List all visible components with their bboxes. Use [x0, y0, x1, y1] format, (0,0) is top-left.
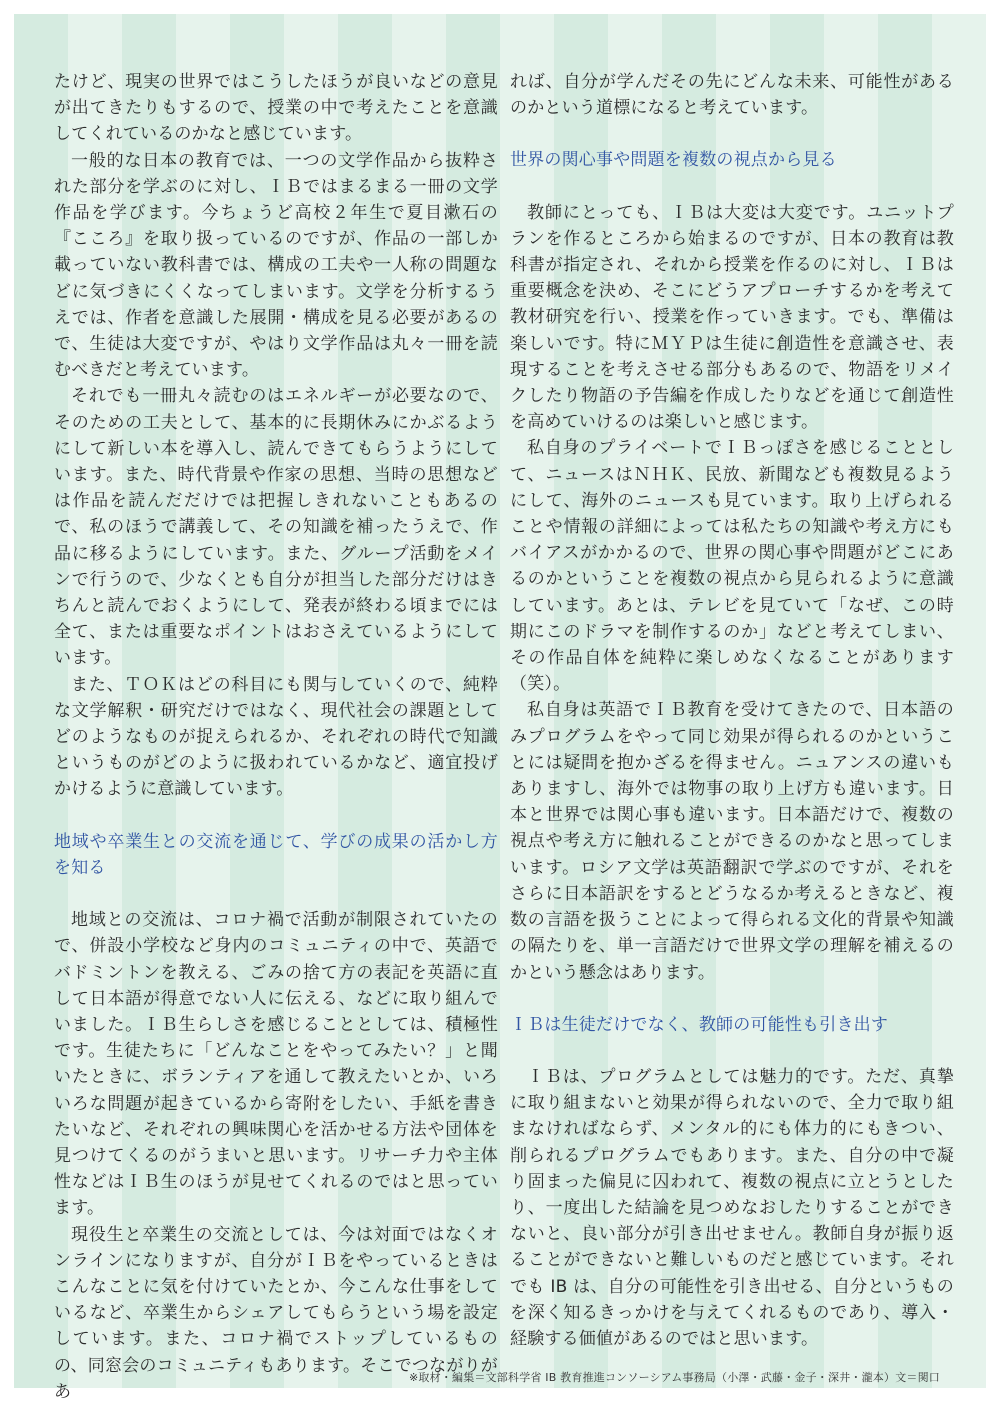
paragraph: 地域との交流は、コロナ禍で活動が制限されていたので、併設小学校など身内のコミュニティの中で、英語でバドミントンを教える、ごみの捨て方の表記を英語に直して日本語が得意でない人に伝える、などに取り組んでいました。ＩＢ生らしさを感じることとしては、積極性です。生徒たちに「どんなことをやってみたい？」と聞いたときに、ボランティアを通して教えたいとか、いろいろな問題が起きているから寄附をしたい、手紙を書きたいなど、それぞれの興味関心を活かせる方法や団体を見つけてくるのがうまいと思います。リサーチ力や主体性などはＩＢ生のほうが見せてくれるのではと思っています。: [54, 910, 498, 1219]
paragraph: 私自身のプライベートでＩＢっぽさを感じることとして、ニュースはＮＨＫ、民放、新聞なども複数見るようにして、海外のニュースも見ています。取り上げられることや情報の詳細によっては私たちの知識や考え方にもバイアスがかかるので、世界の関心事や問題がどこにあるのかということを複数の視点から見られるように意識しています。あとは、テレビを見ていて「なぜ、この時期にこのドラマを制作するのか」などと考えてしまい、その作品自体を純粋に楽しめなくなることがあります（笑）。: [510, 438, 954, 695]
paragraph: それでも一冊丸々読むのはエネルギーが必要なので、そのための工夫として、基本的に長期休みにかぶるようにして新しい本を導入し、読んできてもらうようにしています。また、時代背景や作家の思想、当時の思想などは作品を読んだだけでは把握しきれないこともあるので、私のほうで講義して、その知識を補ったうえで、作品に移るようにしています。また、グループ活動をメインで行うので、少なくとも自分が担当した部分だけはきちんと読んでおくようにして、発表が終わる頃までには全て、または重要なポイントはおさえているようにしています。: [54, 386, 498, 669]
paragraph: たけど、現実の世界ではこうしたほうが良いなどの意見が出てきたりもするので、授業の中で考えたことを意識してくれているのかなと感じています。: [54, 72, 498, 145]
left-column: [54, 69, 498, 1405]
paragraph: また、ＴＯＫはどの科目にも関与していくので、純粋な文学解釈・研究だけではなく、現代社会の課題としてどのようなものが捉えられるか、それぞれの時代で知識というものがどのように扱われているかなど、適宜投げかけるように意識しています。: [54, 674, 498, 800]
paragraph: 私自身は英語でＩＢ教育を受けてきたので、日本語のみプログラムをやって同じ効果が得られるのかということには疑問を抱かざるを得ません。ニュアンスの違いもありますし、海外では物事の取り上げ方も違います。日本と世界では関心事も違います。日本語だけで、複数の視点や考え方に触れることができるのかなと思ってしまいます。ロシア文学は英語翻訳で学ぶのですが、それをさらに日本語訳をするとどうなるか考えるときなど、複数の言語を扱うことによって得られる文化的背景や知識の隔たりを、単一言語だけで世界文学の理解を補えるのかという懸念はあります。: [510, 700, 954, 983]
section-heading: ＩＢは生徒だけでなく、教師の可能性も引き出す: [510, 1014, 889, 1035]
paragraph: 教師にとっても、ＩＢは大変は大変です。ユニットプランを作るところから始まるのですが、日本の教育は教科書が指定され、それから授業を作るのに対し、ＩＢは重要概念を決め、そこにどうアプローチするかを考えて教材研究を行い、授業を作っていきます。でも、準備は楽しいです。特にＭＹＰは生徒に創造性を意識させ、表現することを考えさせる部分もあるので、物語をリメイクしたり物語の予告編を作成したりなどを通じて創造性を高めていけるのは楽しいと感じます。: [510, 202, 954, 433]
paragraph: 一般的な日本の教育では、一つの文学作品から抜粋された部分を学ぶのに対し、ＩＢではまるまる一冊の文学作品を学びます。今ちょうど高校２年生で夏目漱石の『こころ』を取り扱っているのですが、作品の一部しか載っていない教科書では、構成の工夫や一人称の問題などに気づきにくくなってしまいます。文学を分析するうえでは、作者を意識した展開・構成を見る必要があるので、生徒は大変ですが、やはり文学作品は丸々一冊を読むべきだと考えています。: [54, 150, 498, 381]
paragraph: ＩＢは、プログラムとしては魅力的です。ただ、真摯に取り組まないと効果が得られないので、全力で取り組まなければならず、メンタル的にも体力的にもきつい、削られるプログラムでもあります。また、自分の中で凝り固まった偏見に囚われて、複数の視点に立とうとしたり、一度出した結論を見つめなおしたりすることができないと、良い部分が引き出せません。教師自身が振り返ることができないと難しいものだと感じています。それでも IB は、自分の可能性を引き出せる、自分というものを深く知るきっかけを与えてくれるものであり、導入・経験する価値があるのではと思います。: [510, 1066, 954, 1349]
right-column: [510, 69, 954, 1352]
paragraph: 現役生と卒業生の交流としては、今は対面ではなくオンラインになりますが、自分がＩＢをやっているときはこんなことに気を付けていたとか、今こんな仕事をしているなど、卒業生からシェアしてもらうという場を設定しています。また、コロナ禍でストップしているものの、同窓会のコミュニティもあります。そこでつながりがあ: [54, 1224, 498, 1402]
page-background: [14, 14, 986, 1402]
paragraph: れば、自分が学んだその先にどんな未来、可能性があるのかという道標になると考えています。: [510, 72, 954, 119]
section-heading: 世界の関心事や問題を複数の視点から見る: [510, 150, 837, 171]
section-heading: 地域や卒業生との交流を通じて、学びの成果の活かし方を知る: [54, 831, 498, 878]
credits-footer: ※取材・編集＝文部科学省 IB 教育推進コンソーシアム事務局（小澤・武藤・金子・深井・瀧本）文＝関口: [408, 1371, 940, 1384]
